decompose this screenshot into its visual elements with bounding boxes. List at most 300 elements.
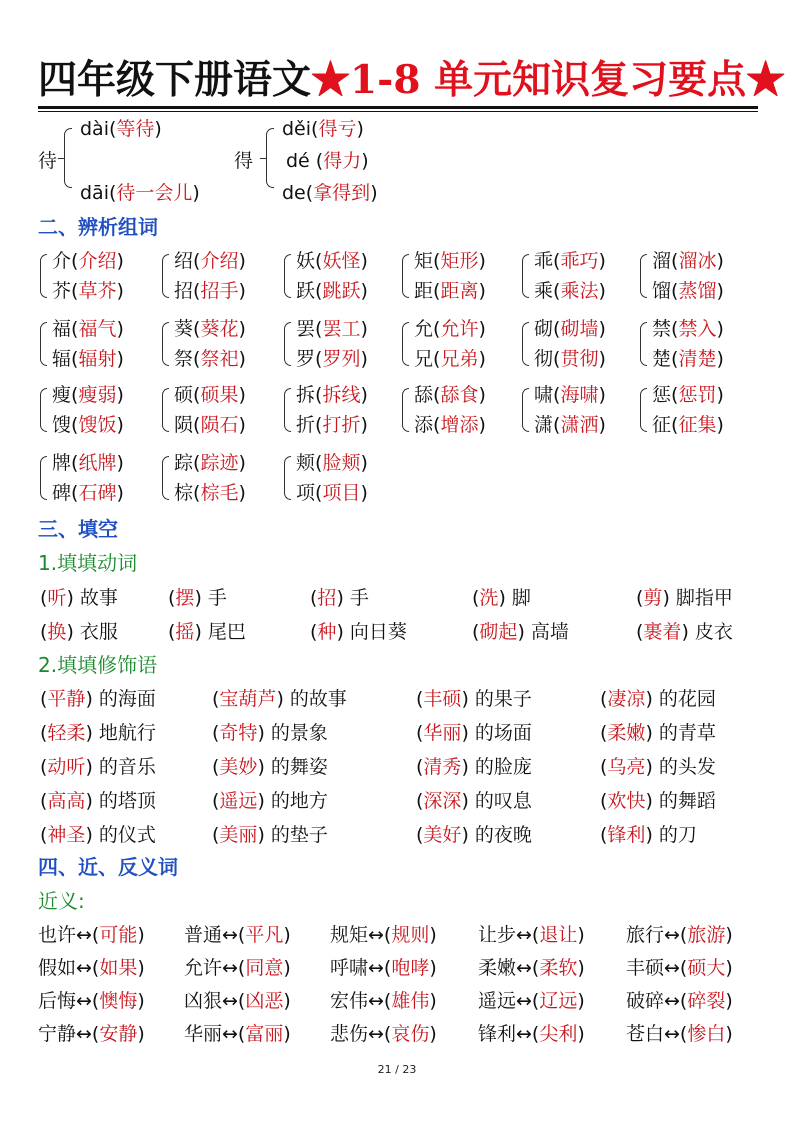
verb-phrase: (砌起) 高墙 (472, 621, 569, 643)
answer-word: 草芥 (78, 280, 117, 302)
answer-word: 乖巧 (560, 250, 599, 272)
phrase-text: 衣服 (79, 621, 118, 643)
brace (522, 254, 529, 298)
answer-word: 宝葫芦 (219, 688, 277, 710)
pair-char: 颊 (296, 452, 316, 474)
brace (162, 456, 169, 500)
answer-word: 距离 (440, 280, 479, 302)
pair-line: 砌(砌墙) (534, 318, 606, 340)
pair-char: 添 (414, 414, 434, 436)
pair-char: 罗 (296, 348, 316, 370)
pair-char: 罢 (296, 318, 316, 340)
pair-char: 祭 (174, 348, 194, 370)
synonym-word: 苍白 (626, 1023, 665, 1045)
answer-word: 动听 (47, 756, 86, 778)
pair-line: 硕(硕果) (174, 384, 246, 406)
modifier-phrase: (高高) 的塔顶 (40, 790, 156, 812)
answer-word: 奇特 (219, 722, 258, 744)
answer-word: 兄弟 (440, 348, 479, 370)
title-unit: 1-8 单元知识复习要点 (350, 57, 747, 103)
brace (640, 388, 647, 432)
pair-line: 跃(跳跃) (296, 280, 368, 302)
answer-word: 罗列 (322, 348, 361, 370)
answer-word: 纸牌 (78, 452, 117, 474)
answer-word: 规则 (391, 924, 430, 946)
pair-char: 芥 (52, 280, 72, 302)
pinyin: de (282, 182, 306, 204)
pair-line: 乖(乖巧) (534, 250, 606, 272)
answer-word: 得亏 (318, 118, 357, 140)
page-number: 21 / 23 (377, 1063, 417, 1076)
pair-char: 绍 (174, 250, 194, 272)
answer-word: 如果 (99, 957, 138, 979)
answer-word: 葵花 (200, 318, 239, 340)
pair-line: 陨(陨石) (174, 414, 246, 436)
answer-word: 溜冰 (678, 250, 717, 272)
verb-phrase: (招) 手 (310, 587, 369, 609)
pair-char: 葵 (174, 318, 194, 340)
answer-word: 海啸 (560, 384, 599, 406)
synonym-word: 呼啸 (330, 957, 369, 979)
synonym-pair: 也许↔(可能) (38, 924, 145, 946)
polyphone-reading: dāi(待一会儿) (80, 182, 200, 204)
brace (284, 456, 291, 500)
pair-line: 啸(海啸) (534, 384, 606, 406)
sub-heading: 2.填填修饰语 (38, 653, 158, 677)
polyphone-char-de: 得 (234, 150, 254, 172)
pair-char: 允 (414, 318, 434, 340)
synonym-pair: 普通↔(平凡) (184, 924, 291, 946)
pair-line: 祭(祭祀) (174, 348, 246, 370)
brace (640, 254, 647, 298)
answer-word: 脸颊 (322, 452, 361, 474)
answer-word: 招 (317, 587, 337, 609)
answer-word: 舔食 (440, 384, 479, 406)
pair-char: 距 (414, 280, 434, 302)
pair-char: 乘 (534, 280, 554, 302)
synonym-pair: 允许↔(同意) (184, 957, 291, 979)
phrase-text: 的故事 (289, 688, 347, 710)
answer-word: 硕大 (687, 957, 726, 979)
phrase-text: 的地方 (270, 790, 328, 812)
pair-char: 瘦 (52, 384, 72, 406)
answer-word: 矩形 (440, 250, 479, 272)
answer-word: 华丽 (423, 722, 462, 744)
answer-word: 轻柔 (47, 722, 86, 744)
answer-word: 遥远 (219, 790, 258, 812)
phrase-text: 地航行 (98, 722, 156, 744)
phrase-text: 的果子 (474, 688, 532, 710)
phrase-text: 尾巴 (207, 621, 246, 643)
polyphone-reading: dé (得力) (286, 150, 369, 172)
phrase-text: 的花园 (658, 688, 716, 710)
modifier-phrase: (乌亮) 的头发 (600, 756, 716, 778)
modifier-phrase: (凄凉) 的花园 (600, 688, 716, 710)
pinyin: děi (282, 118, 312, 140)
modifier-phrase: (动听) 的音乐 (40, 756, 156, 778)
synonym-pair: 呼啸↔(咆哮) (330, 957, 437, 979)
pair-line: 楚(清楚) (652, 348, 724, 370)
phrase-text: 的夜晚 (474, 824, 532, 846)
phrase-text: 脚 (511, 587, 531, 609)
phrase-text: 的脸庞 (474, 756, 532, 778)
answer-word: 惩罚 (678, 384, 717, 406)
answer-word: 丰硕 (423, 688, 462, 710)
phrase-text: 的海面 (98, 688, 156, 710)
pair-char: 征 (652, 414, 672, 436)
synonym-pair: 凶狠↔(凶恶) (184, 990, 291, 1012)
pair-line: 距(距离) (414, 280, 486, 302)
answer-word: 剪 (643, 587, 663, 609)
synonym-pair: 破碎↔(碎裂) (626, 990, 733, 1012)
answer-word: 棕毛 (200, 482, 239, 504)
brace (522, 388, 529, 432)
pair-line: 乘(乘法) (534, 280, 606, 302)
pair-line: 馏(蒸馏) (652, 280, 724, 302)
answer-word: 深深 (423, 790, 462, 812)
phrase-text: 皮衣 (694, 621, 733, 643)
pair-char: 砌 (534, 318, 554, 340)
answer-word: 同意 (245, 957, 284, 979)
synonym-word: 丰硕 (626, 957, 665, 979)
phrase-text: 的音乐 (98, 756, 156, 778)
pair-line: 馊(馊饭) (52, 414, 124, 436)
pinyin: dài (80, 118, 109, 140)
pair-line: 芥(草芥) (52, 280, 124, 302)
title-divider (38, 106, 758, 109)
answer-word: 允许 (440, 318, 479, 340)
brace (40, 254, 47, 298)
answer-word: 平静 (47, 688, 86, 710)
answer-word: 惨白 (687, 1023, 726, 1045)
synonym-word: 也许 (38, 924, 77, 946)
section-heading: 三、填空 (38, 517, 118, 541)
polyphone-reading: de(拿得到) (282, 182, 378, 204)
answer-word: 介绍 (78, 250, 117, 272)
answer-word: 等待 (116, 118, 155, 140)
synonym-pair: 假如↔(如果) (38, 957, 145, 979)
brace (402, 388, 409, 432)
answer-word: 得力 (323, 150, 362, 172)
pair-char: 硕 (174, 384, 194, 406)
answer-word: 清楚 (678, 348, 717, 370)
pair-char: 矩 (414, 250, 434, 272)
modifier-phrase: (奇特) 的景象 (212, 722, 328, 744)
synonym-pair: 柔嫩↔(柔软) (478, 957, 585, 979)
phrase-text: 的刀 (658, 824, 697, 846)
brace (162, 388, 169, 432)
pair-line: 辐(辐射) (52, 348, 124, 370)
pair-char: 辐 (52, 348, 72, 370)
answer-word: 雄伟 (391, 990, 430, 1012)
brace (162, 254, 169, 298)
answer-word: 摇 (175, 621, 195, 643)
phrase-text: 的青草 (658, 722, 716, 744)
modifier-phrase: (遥远) 的地方 (212, 790, 328, 812)
modifier-phrase: (宝葫芦) 的故事 (212, 688, 347, 710)
brace (402, 254, 409, 298)
pair-char: 招 (174, 280, 194, 302)
polyphone-char-dai: 待 (38, 150, 58, 172)
answer-word: 踪迹 (200, 452, 239, 474)
synonym-word: 后悔 (38, 990, 77, 1012)
answer-word: 种 (317, 621, 337, 643)
answer-word: 拿得到 (313, 182, 371, 204)
pair-line: 折(打折) (296, 414, 368, 436)
answer-word: 富丽 (245, 1023, 284, 1045)
answer-word: 陨石 (200, 414, 239, 436)
verb-phrase: (裹着) 皮衣 (636, 621, 733, 643)
pair-line: 介(介绍) (52, 250, 124, 272)
verb-phrase: (摇) 尾巴 (168, 621, 246, 643)
pair-char: 溜 (652, 250, 672, 272)
pair-line: 矩(矩形) (414, 250, 486, 272)
star-icon: ★ (311, 57, 351, 103)
pair-line: 项(项目) (296, 482, 368, 504)
phrase-text: 的垫子 (270, 824, 328, 846)
modifier-phrase: (丰硕) 的果子 (416, 688, 532, 710)
answer-word: 项目 (322, 482, 361, 504)
answer-word: 瘦弱 (78, 384, 117, 406)
pair-char: 兄 (414, 348, 434, 370)
pair-char: 彻 (534, 348, 554, 370)
answer-word: 辐射 (78, 348, 117, 370)
answer-word: 神圣 (47, 824, 86, 846)
page-title (38, 52, 786, 108)
synonym-word: 普通 (184, 924, 223, 946)
brace (40, 388, 47, 432)
polyphone-reading: dài(等待) (80, 118, 162, 140)
phrase-text: 向日葵 (349, 621, 407, 643)
pair-char: 馏 (652, 280, 672, 302)
pair-char: 折 (296, 414, 316, 436)
phrase-text: 的仪式 (98, 824, 156, 846)
pair-line: 惩(惩罚) (652, 384, 724, 406)
synonym-pair: 宁静↔(安静) (38, 1023, 145, 1045)
pinyin: dāi (80, 182, 109, 204)
pair-char: 乖 (534, 250, 554, 272)
phrase-text: 高墙 (530, 621, 569, 643)
pair-char: 拆 (296, 384, 316, 406)
answer-word: 馊饭 (78, 414, 117, 436)
answer-word: 石碑 (78, 482, 117, 504)
synonym-pair: 遥远↔(辽远) (478, 990, 585, 1012)
answer-word: 可能 (99, 924, 138, 946)
pair-line: 瘦(瘦弱) (52, 384, 124, 406)
modifier-phrase: (轻柔) 地航行 (40, 722, 156, 744)
pair-line: 颊(脸颊) (296, 452, 368, 474)
brace (522, 322, 529, 366)
synonym-word: 华丽 (184, 1023, 223, 1045)
pair-line: 彻(贯彻) (534, 348, 606, 370)
modifier-phrase: (平静) 的海面 (40, 688, 156, 710)
answer-word: 安静 (99, 1023, 138, 1045)
pair-char: 潇 (534, 414, 554, 436)
pair-char: 舔 (414, 384, 434, 406)
pair-line: 罢(罢工) (296, 318, 368, 340)
brace (40, 322, 47, 366)
synonym-pair: 丰硕↔(硕大) (626, 957, 733, 979)
section-heading: 四、近、反义词 (38, 855, 178, 879)
answer-word: 乘法 (560, 280, 599, 302)
pair-line: 征(征集) (652, 414, 724, 436)
brace (402, 322, 409, 366)
answer-word: 柔嫩 (607, 722, 646, 744)
pair-line: 拆(拆线) (296, 384, 368, 406)
phrase-text: 的场面 (474, 722, 532, 744)
pair-line: 绍(介绍) (174, 250, 246, 272)
answer-word: 欢快 (607, 790, 646, 812)
answer-word: 跳跃 (322, 280, 361, 302)
phrase-text: 脚指甲 (675, 587, 733, 609)
brace (162, 322, 169, 366)
modifier-phrase: (美好) 的夜晚 (416, 824, 532, 846)
answer-word: 妖怪 (322, 250, 361, 272)
synonym-pair: 锋利↔(尖利) (478, 1023, 585, 1045)
answer-word: 听 (47, 587, 67, 609)
verb-phrase: (换) 衣服 (40, 621, 118, 643)
pair-char: 陨 (174, 414, 194, 436)
phrase-text: 故事 (79, 587, 118, 609)
pair-line: 禁(禁入) (652, 318, 724, 340)
answer-word: 辽远 (539, 990, 578, 1012)
pair-char: 项 (296, 482, 316, 504)
section-heading: 二、辨析组词 (38, 215, 158, 239)
synonym-word: 宏伟 (330, 990, 369, 1012)
brace (284, 254, 291, 298)
modifier-phrase: (柔嫩) 的青草 (600, 722, 716, 744)
star-icon: ★ (746, 57, 786, 103)
pair-char: 碑 (52, 482, 72, 504)
pair-char: 跃 (296, 280, 316, 302)
phrase-text: 的舞姿 (270, 756, 328, 778)
answer-word: 待一会儿 (116, 182, 193, 204)
pair-char: 妖 (296, 250, 316, 272)
answer-word: 蒸馏 (678, 280, 717, 302)
answer-word: 柔软 (539, 957, 578, 979)
modifier-phrase: (欢快) 的舞蹈 (600, 790, 716, 812)
modifier-phrase: (深深) 的叹息 (416, 790, 532, 812)
verb-phrase: (摆) 手 (168, 587, 227, 609)
answer-word: 禁入 (678, 318, 717, 340)
answer-word: 平凡 (245, 924, 284, 946)
pair-line: 碑(石碑) (52, 482, 124, 504)
answer-word: 贯彻 (560, 348, 599, 370)
brace (640, 322, 647, 366)
answer-word: 砌起 (479, 621, 518, 643)
phrase-text: 的景象 (270, 722, 328, 744)
answer-word: 美好 (423, 824, 462, 846)
answer-word: 福气 (78, 318, 117, 340)
brace (64, 128, 72, 188)
answer-word: 凄凉 (607, 688, 646, 710)
synonym-word: 凶狠 (184, 990, 223, 1012)
answer-word: 拆线 (322, 384, 361, 406)
pair-line: 牌(纸牌) (52, 452, 124, 474)
modifier-phrase: (华丽) 的场面 (416, 722, 532, 744)
synonym-word: 允许 (184, 957, 223, 979)
pair-line: 允(允许) (414, 318, 486, 340)
brace (40, 456, 47, 500)
answer-word: 砌墙 (560, 318, 599, 340)
pair-line: 棕(棕毛) (174, 482, 246, 504)
polyphone-reading: děi(得亏) (282, 118, 364, 140)
verb-phrase: (剪) 脚指甲 (636, 587, 733, 609)
pair-char: 馊 (52, 414, 72, 436)
answer-word: 增添 (440, 414, 479, 436)
answer-word: 招手 (200, 280, 239, 302)
answer-word: 打折 (322, 414, 361, 436)
phrase-text: 手 (349, 587, 369, 609)
title-main: 四年级下册语文 (38, 57, 312, 103)
title-divider-thin (38, 111, 758, 112)
synonym-pair: 苍白↔(惨白) (626, 1023, 733, 1045)
synonym-word: 遥远 (478, 990, 517, 1012)
verb-phrase: (种) 向日葵 (310, 621, 407, 643)
answer-word: 哀伤 (391, 1023, 430, 1045)
phrase-text: 手 (207, 587, 227, 609)
answer-word: 裹着 (643, 621, 682, 643)
synonym-pair: 让步↔(退让) (478, 924, 585, 946)
synonym-pair: 悲伤↔(哀伤) (330, 1023, 437, 1045)
answer-word: 高高 (47, 790, 86, 812)
pair-char: 踪 (174, 452, 194, 474)
synonym-word: 破碎 (626, 990, 665, 1012)
pair-line: 罗(罗列) (296, 348, 368, 370)
synonym-word: 规矩 (330, 924, 369, 946)
pair-line: 招(招手) (174, 280, 246, 302)
verb-phrase: (听) 故事 (40, 587, 118, 609)
pair-char: 牌 (52, 452, 72, 474)
pair-char: 惩 (652, 384, 672, 406)
synonym-word: 柔嫩 (478, 957, 517, 979)
brace (284, 388, 291, 432)
synonym-word: 宁静 (38, 1023, 77, 1045)
answer-word: 清秀 (423, 756, 462, 778)
answer-word: 祭祀 (200, 348, 239, 370)
answer-word: 凶恶 (245, 990, 284, 1012)
answer-word: 退让 (539, 924, 578, 946)
pair-char: 介 (52, 250, 72, 272)
pair-line: 兄(兄弟) (414, 348, 486, 370)
pair-char: 楚 (652, 348, 672, 370)
sub-heading: 1.填填动词 (38, 551, 138, 575)
brace (284, 322, 291, 366)
sub-heading: 近义: (38, 889, 85, 913)
modifier-phrase: (锋利) 的刀 (600, 824, 697, 846)
answer-word: 征集 (678, 414, 717, 436)
pair-line: 妖(妖怪) (296, 250, 368, 272)
answer-word: 美妙 (219, 756, 258, 778)
synonym-pair: 华丽↔(富丽) (184, 1023, 291, 1045)
modifier-phrase: (神圣) 的仪式 (40, 824, 156, 846)
answer-word: 尖利 (539, 1023, 578, 1045)
modifier-phrase: (美丽) 的垫子 (212, 824, 328, 846)
answer-word: 碎裂 (687, 990, 726, 1012)
answer-word: 硕果 (200, 384, 239, 406)
modifier-phrase: (清秀) 的脸庞 (416, 756, 532, 778)
phrase-text: 的舞蹈 (658, 790, 716, 812)
brace (266, 128, 274, 188)
modifier-phrase: (美妙) 的舞姿 (212, 756, 328, 778)
answer-word: 乌亮 (607, 756, 646, 778)
answer-word: 锋利 (607, 824, 646, 846)
synonym-word: 旅行 (626, 924, 665, 946)
phrase-text: 的叹息 (474, 790, 532, 812)
answer-word: 懊悔 (99, 990, 138, 1012)
pair-line: 踪(踪迹) (174, 452, 246, 474)
synonym-word: 悲伤 (330, 1023, 369, 1045)
